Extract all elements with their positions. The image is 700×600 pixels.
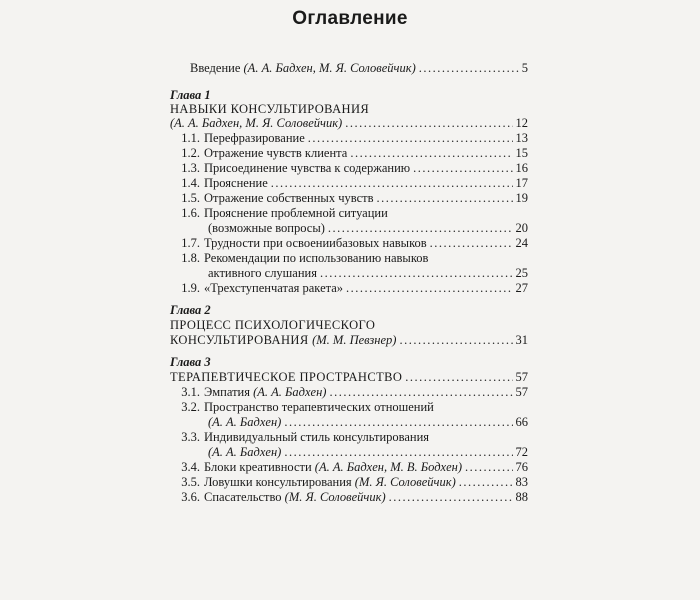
dot-leader <box>419 61 519 76</box>
dot-leader <box>430 236 513 251</box>
toc-page-number: 5 <box>521 61 528 75</box>
section-title: Трудности при освоениибазовых навыков <box>204 236 427 250</box>
dot-leader <box>345 116 512 131</box>
toc-entry[interactable] <box>170 176 528 191</box>
toc-page-number: 66 <box>515 415 528 429</box>
section-number: 1.4. <box>181 176 200 190</box>
section-authors: (М. Я. Соловейчик) <box>284 490 386 504</box>
dot-leader <box>465 460 513 475</box>
section-number: 1.3. <box>181 161 200 175</box>
dot-leader <box>389 490 513 505</box>
chapter-label: Глава 1 <box>170 88 211 102</box>
toc-entry[interactable] <box>170 475 528 490</box>
section-title: Прояснение <box>204 176 268 190</box>
toc-entry-first-line[interactable] <box>170 206 388 221</box>
toc-page-number: 25 <box>515 266 528 280</box>
toc-entry-first-line[interactable] <box>170 400 434 415</box>
section-number: 1.9. <box>181 281 200 295</box>
section-title: Присоединение чувства к содержанию <box>204 161 411 175</box>
toc-page-number: 24 <box>515 236 528 250</box>
section-authors: (А. А. Бадхен) <box>208 415 282 429</box>
chapter-title: ПРОЦЕСС ПСИХОЛОГИЧЕСКОГО <box>170 318 376 332</box>
section-number: 3.2. <box>181 400 200 414</box>
toc-entry-intro[interactable] <box>190 61 528 76</box>
chapter-label: Глава 2 <box>170 303 211 317</box>
chapter-authors: (А. А. Бадхен, М. Я. Соловейчик) <box>170 116 343 130</box>
toc-page-number: 88 <box>515 490 528 504</box>
section-number: 1.2. <box>181 146 200 160</box>
toc-entry[interactable] <box>208 221 528 236</box>
toc-page-number: 17 <box>515 176 528 190</box>
toc-page-number: 19 <box>515 191 528 205</box>
chapter-title: НАВЫКИ КОНСУЛЬТИРОВАНИЯ <box>170 102 370 116</box>
section-title: Отражение собственных чувств <box>204 191 374 205</box>
section-title: Отражение чувств клиента <box>204 146 348 160</box>
section-authors: (А. А. Бадхен, М. В. Бодхен) <box>314 460 462 474</box>
chapter-label: Глава 3 <box>170 355 211 369</box>
dot-leader <box>329 385 512 400</box>
section-title: «Трехступенчатая ракета» <box>204 281 344 295</box>
toc-page-number: 27 <box>515 281 528 295</box>
section-number: 3.6. <box>181 490 200 504</box>
section-number: 1.8. <box>181 251 200 265</box>
section-authors: (А. А. Бадхен) <box>208 445 282 459</box>
toc-page-number: 31 <box>515 333 528 347</box>
toc-page-number: 57 <box>515 370 528 384</box>
dot-leader <box>271 176 513 191</box>
dot-leader <box>377 191 513 206</box>
dot-leader <box>350 146 512 161</box>
toc-entry-label: Введение (А. А. Бадхен, М. Я. Соловейчик) <box>190 61 416 75</box>
chapter-title: ТЕРАПЕВТИЧЕСКОЕ ПРОСТРАНСТВО <box>170 370 403 384</box>
toc-page-number: 72 <box>515 445 528 459</box>
toc-entry[interactable] <box>170 146 528 161</box>
toc-entry[interactable] <box>170 281 528 296</box>
section-number: 1.7. <box>181 236 200 250</box>
page-title: Оглавление <box>292 8 408 29</box>
dot-leader <box>320 266 513 281</box>
dot-leader <box>405 370 512 385</box>
dot-leader <box>284 415 512 430</box>
toc-entry[interactable] <box>208 266 528 281</box>
toc-page-number: 57 <box>515 385 528 399</box>
chapter-title-continued: КОНСУЛЬТИРОВАНИЯ <box>170 333 313 347</box>
section-title: Спасательство <box>204 490 285 504</box>
toc-page-number: 16 <box>515 161 528 175</box>
section-number: 1.1. <box>181 131 200 145</box>
section-number: 3.5. <box>181 475 200 489</box>
toc-page-number: 20 <box>515 221 528 235</box>
section-number: 3.3. <box>181 430 200 444</box>
section-title: Эмпатия <box>204 385 254 399</box>
dot-leader <box>413 161 512 176</box>
toc-page-number: 13 <box>515 131 528 145</box>
dot-leader <box>284 445 512 460</box>
toc-entry-chapter[interactable] <box>170 116 528 131</box>
section-title: Ловушки консультирования <box>204 475 355 489</box>
section-title: Прояснение проблемной ситуации <box>204 206 388 220</box>
toc-entry[interactable] <box>208 445 528 460</box>
toc-entry-first-line[interactable] <box>170 430 429 445</box>
toc-entry[interactable] <box>170 191 528 206</box>
toc-page-number: 15 <box>515 146 528 160</box>
dot-leader <box>308 131 513 146</box>
section-number: 1.5. <box>181 191 200 205</box>
section-authors: (М. Я. Соловейчик) <box>354 475 456 489</box>
toc-entry[interactable] <box>170 131 528 146</box>
dot-leader <box>346 281 512 296</box>
section-title: Индивидуальный стиль консультирования <box>204 430 430 444</box>
section-title: Рекомендации по использованию навыков <box>204 251 429 265</box>
toc-entry[interactable] <box>208 415 528 430</box>
section-title: Перефразирование <box>204 131 305 145</box>
section-title-continued: активного слушания <box>208 266 317 280</box>
toc-entry[interactable] <box>170 236 528 251</box>
section-title: Пространство терапевтических отношений <box>204 400 434 414</box>
toc-entry-first-line[interactable] <box>170 251 428 266</box>
section-number: 1.6. <box>181 206 200 220</box>
toc-entry[interactable] <box>170 385 528 400</box>
section-title-continued: (возможные вопросы) <box>208 221 325 235</box>
dot-leader <box>328 221 513 236</box>
toc-entry-chapter[interactable] <box>170 370 528 385</box>
section-title: Блоки креативности <box>204 460 315 474</box>
toc-entry[interactable] <box>170 161 528 176</box>
toc-entry-chapter[interactable] <box>170 333 528 348</box>
dot-leader <box>399 333 512 348</box>
section-authors: (А. А. Бадхен) <box>253 385 327 399</box>
toc-entry[interactable] <box>170 460 528 475</box>
toc-entry[interactable] <box>170 490 528 505</box>
dot-leader <box>459 475 513 490</box>
section-number: 3.1. <box>181 385 200 399</box>
section-number: 3.4. <box>181 460 200 474</box>
chapter-authors: (М. М. Певзнер) <box>312 333 397 347</box>
toc-page-number: 83 <box>515 475 528 489</box>
toc-page-number: 76 <box>515 460 528 474</box>
toc-page-number: 12 <box>515 116 528 130</box>
